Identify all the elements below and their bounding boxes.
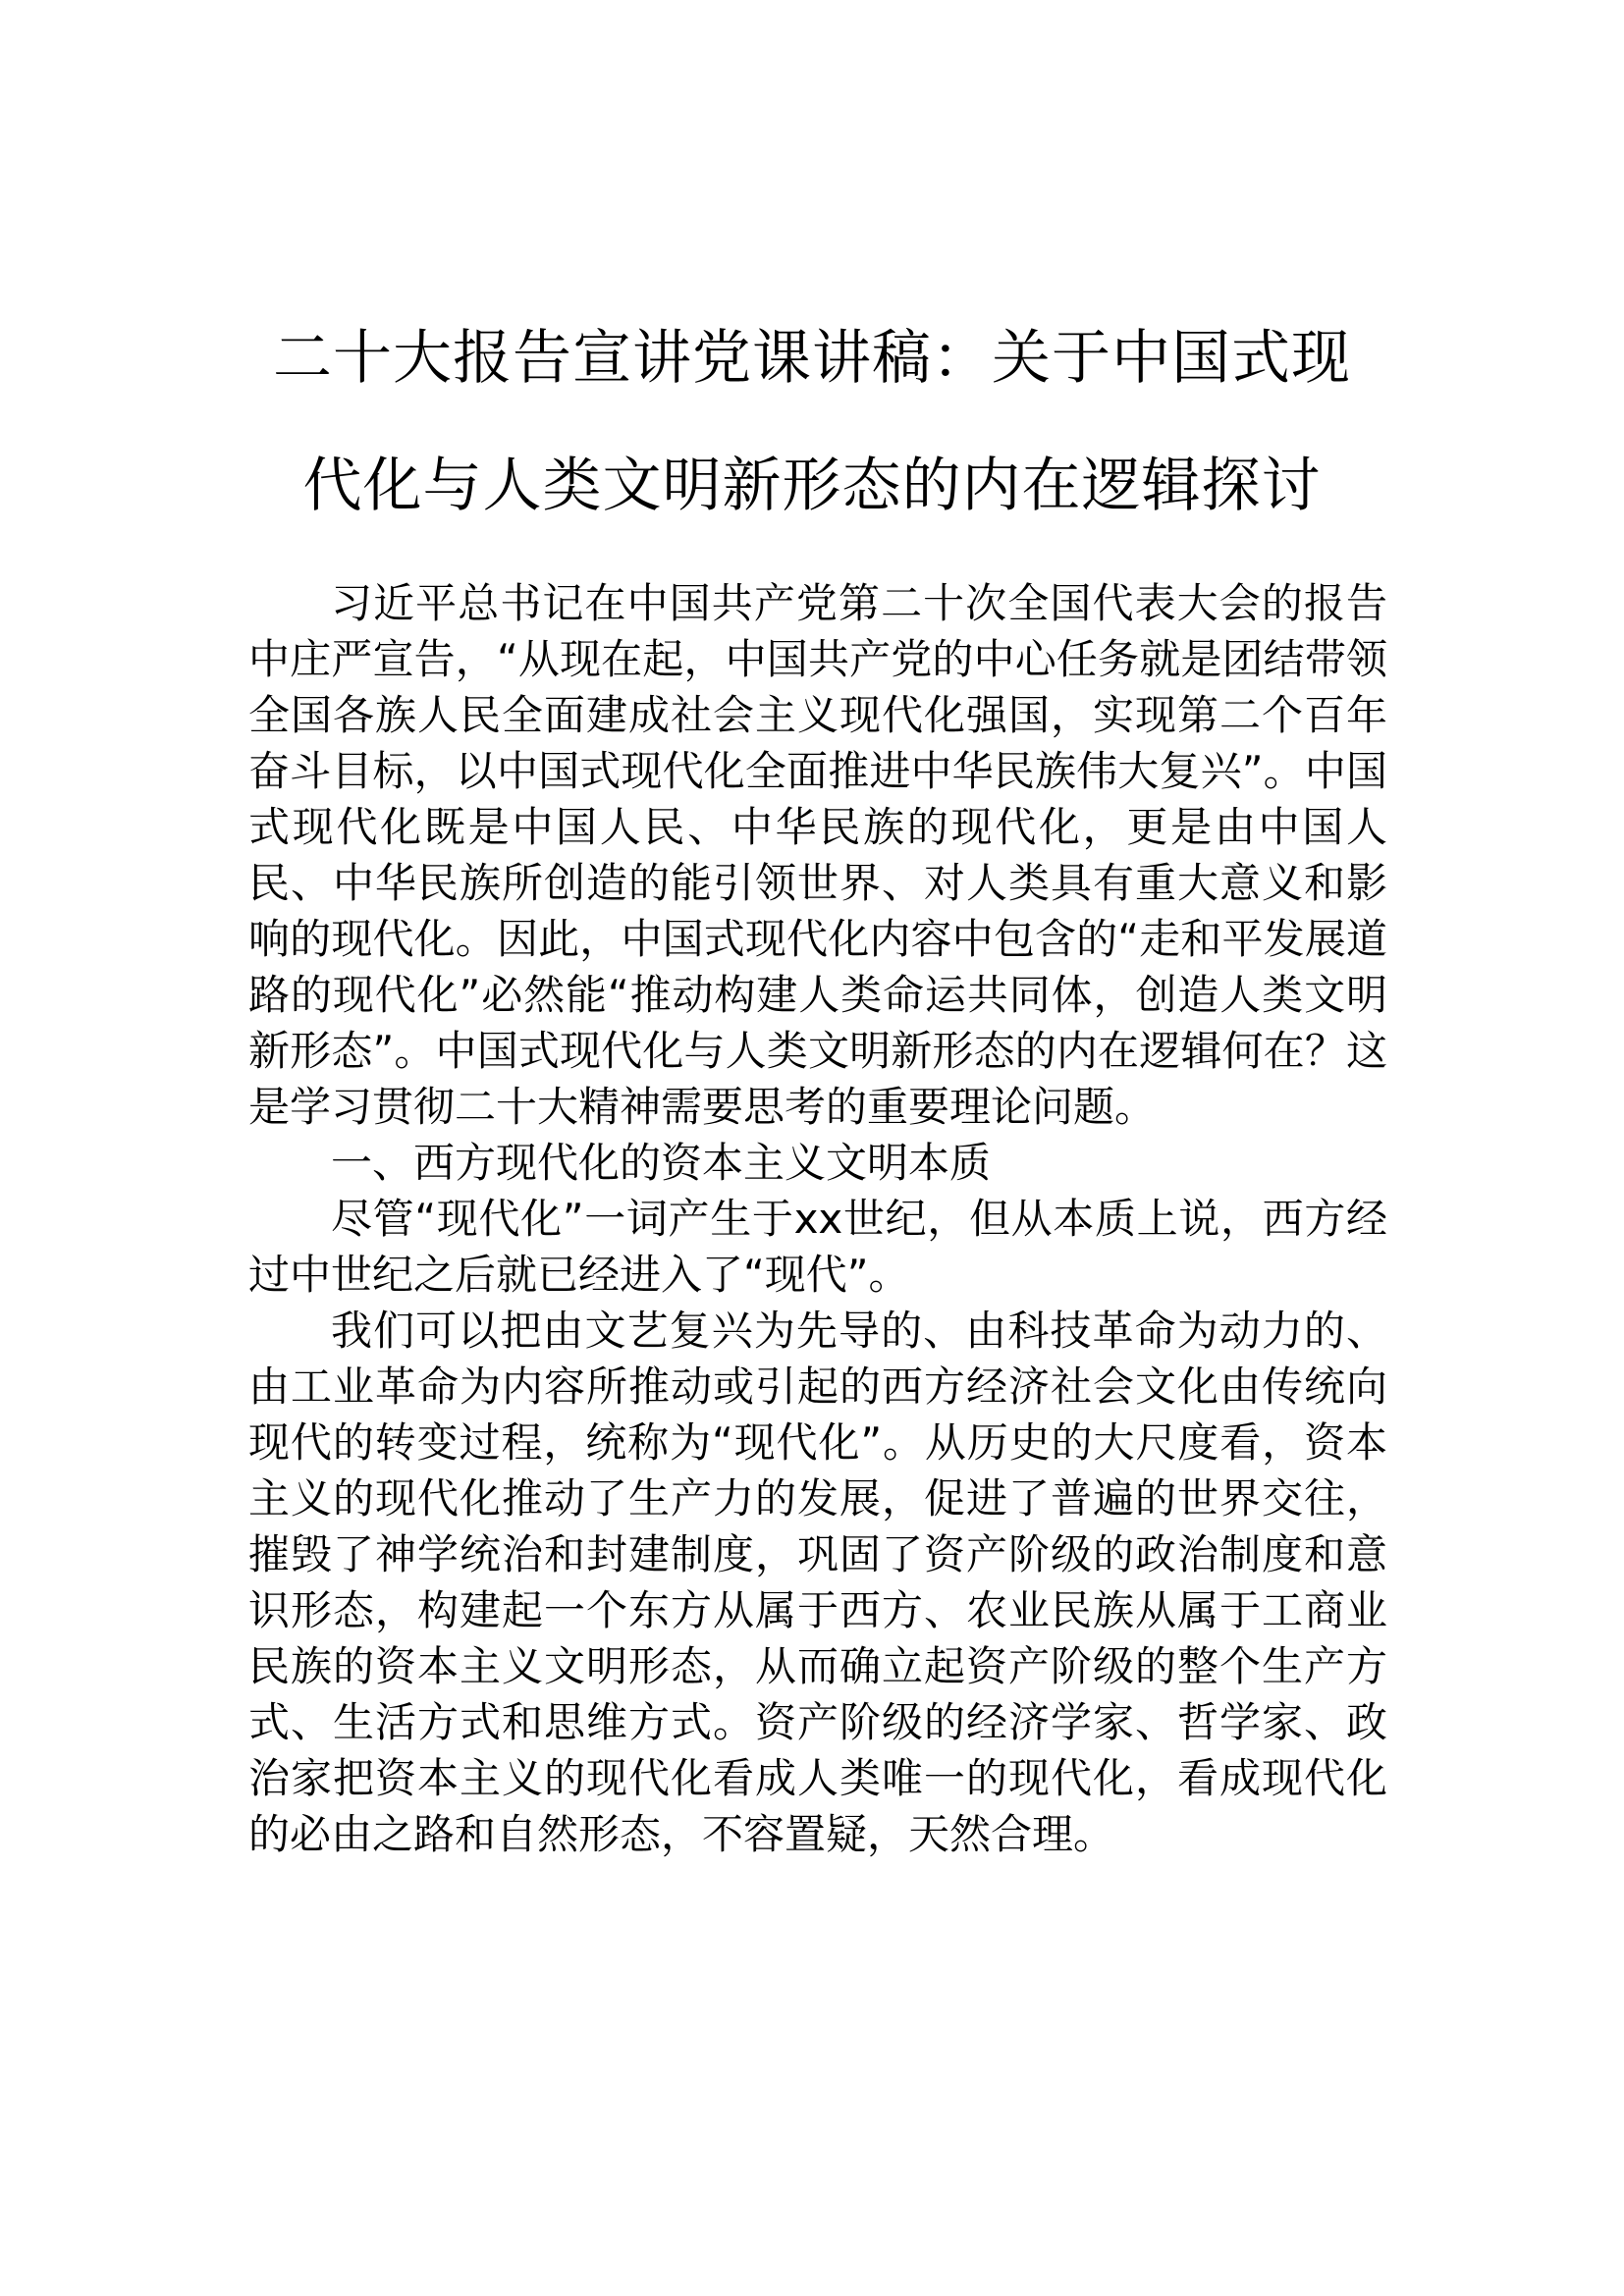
document-body [248,575,1387,1862]
document-title [196,294,1428,550]
body-paragraph-2: 我们可以把由文艺复兴为先导的、由科技革命为动力的、由工业革命为内容所推动或引起的西方经济社会文化由传统向现代的转变过程，统称为“现代化”。从历史的大尺度看，资本主义的现代化推动了生产力的发展，促进了普遍的世界交往，摧毁了神学统治和封建制度，巩固了资产阶级的政治制度和意识形态，构建起一个东方从属于西方、农业民族从属于工商业民族的资本主义文明形态，从而确立起资产阶级的整个生产方式、生活方式和思维方式。资产阶级的经济学家、哲学家、政治家把资本主义的现代化看成人类唯一的现代化，看成现代化的必由之路和自然形态，不容置疑，天然合理。 [248,1307,1387,1858]
title-line-2: 代化与人类文明新形态的内在逻辑探讨 [302,452,1322,520]
title-line-1: 二十大报告宣讲党课讲稿：关于中国式现 [273,324,1351,393]
body-paragraph-1: 尽管“现代化”一词产生于xx世纪，但从本质上说，西方经过中世纪之后就已经进入了“现代”。 [248,1195,1387,1299]
section-heading: 一、西方现代化的资本主义文明本质 [331,1139,992,1187]
intro-paragraph: 习近平总书记在中国共产党第二十次全国代表大会的报告中庄严宣告，“从现在起，中国共产党的中心任务就是团结带领全国各族人民全面建成社会主义现代化强国，实现第二个百年奋斗目标，以中国式现代化全面推进中华民族伟大复兴”。中国式现代化既是中国人民、中华民族的现代化，更是由中国人民、中华民族所创造的能引领世界、对人类具有重大意义和影响的现代化。因此，中国式现代化内容中包含的“走和平发展道路的现代化”必然能“推动构建人类命运共同体，创造人类文明新形态”。中国式现代化与人类文明新形态的内在逻辑何在？这是学习贯彻二十大精神需要思考的重要理论问题。 [248,579,1387,1131]
